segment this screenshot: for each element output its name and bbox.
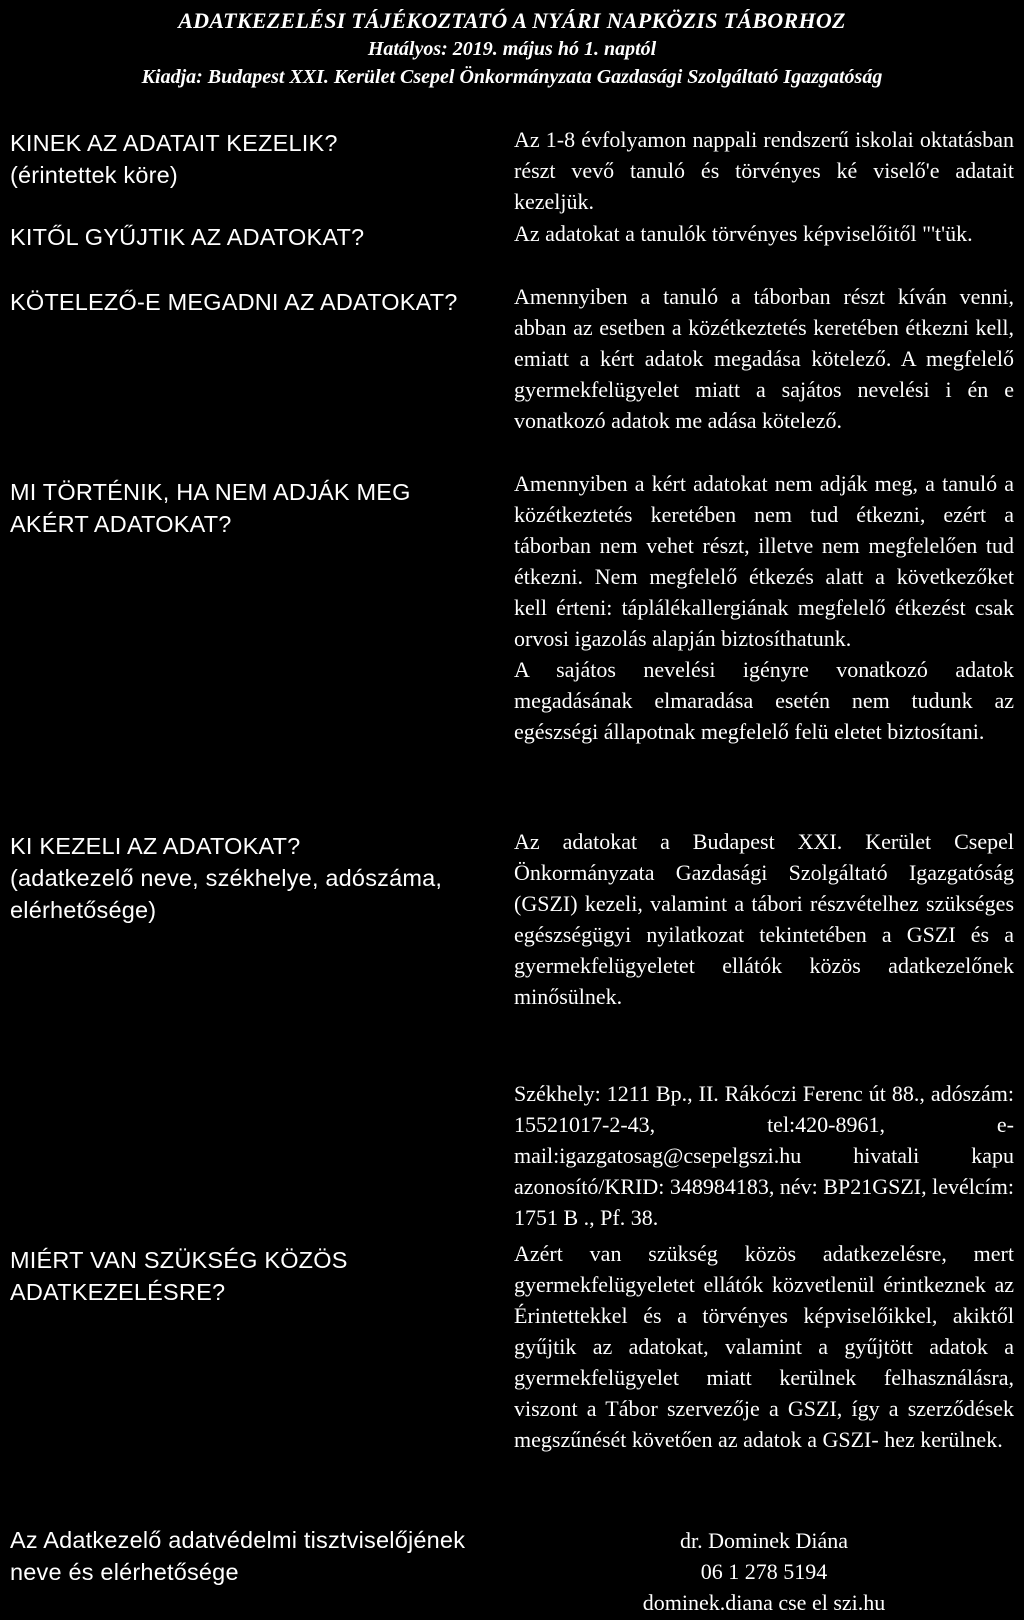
dpo-name: dr. Dominek Diána [679,1528,849,1553]
answer-joint-processing [514,1238,1014,1455]
question-consequence [10,476,480,540]
question-subtext: (adatkezelő neve, székhelye, adószáma, elérhetősége) [10,865,443,923]
answer-mandatory [514,281,1014,436]
question-mandatory [10,286,480,318]
document-title: ADATKEZELÉSI TÁJÉKOZTATÓ A NYÁRI NAPKÖZIS TÁBORHOZ [178,8,846,33]
answer-whose-data [514,124,1014,217]
question-joint-processing [10,1244,480,1308]
effective-date: Hatályos: 2019. május hó 1. naptól [367,38,657,60]
answer-text: Azért van szükség közös adatkezelésre, mert gyermekfelügyeletet ellátók közvetlenül érintkeznek az Érintettekkel és a törvényes képviselőikkel, akiktől gyűjtik az adatokat, valamint a gyűjtött adatok a gyermekfelügyelet miatt kerülnek felhasználásra, viszont a Tábor szervezője a GSZI, így a szerződések megszűnését követően az adatok a GSZI- hez kerülnek. [514,1241,1014,1452]
question-text: KITŐL GYŰJTIK AZ ADATOKAT? [10,224,365,250]
dpo-phone: 06 1 278 5194 [700,1559,828,1584]
answer-text: Amennyiben a kért adatokat nem adják meg, a tanuló a közétkeztetés keretében nem tud étkezni, ezért a táborban nem vehet részt, illetve nem megfelelően tud étkezni. Nem megfelelő étkezés alatt a következőket kell érteni: táplálékallergiának megfelelő étkezést csak orvosi igazolás alapján biztosíthatunk. [514,471,1014,651]
answer-text: Az adatokat a Budapest XXI. Kerület Csepel Önkormányzata Gazdasági Szolgáltató Igazgatóság (GSZI) kezeli, valamint a tábori részvételhez szükséges egészségügyi nyilatkozat tekintetében a GSZI és a gyermekfelügyeletet ellátók közös adatkezelőnek minősülnek. [514,829,1014,1009]
publisher-line: Kiadja: Budapest XXI. Kerület Csepel Önkormányzata Gazdasági Szolgáltató Igazgatóság [141,66,883,88]
question-subtext: (érintettek köre) [10,162,178,188]
question-whose-data [10,127,480,191]
answer-text: Amennyiben a tanuló a táborban részt kíván venni, abban az esetben a közétkeztetés keretében étkezni kell, emiatt a kért adatok megadása kötelező. A megfelelő gyermekfelügyelet miatt a sajátos nevelési i én e vonatkozó adatok me adása kötelező. [514,284,1014,433]
answer-text-2: A sajátos nevelési igényre vonatkozó adatok megadásának elmaradása esetén nem tudunk az egészségi állapotnak megfelelő felü eletet biztosítani. [514,657,1014,744]
answer-controller [514,826,1014,1012]
controller-details [514,1078,1014,1233]
controller-details-text: Székhely: 1211 Bp., II. Rákóczi Ferenc út 88., adószám: 15521017-2-43, tel:420-8961, e-mail:igazgatosag@csepelgszi.hu hivatali kapu azonosító/KRID: 348984183, név: BP21GSZI, levélcím: 1751 B ., Pf. 38. [514,1081,1014,1230]
question-text: KINEK AZ ADATAIT KEZELIK? [10,130,338,156]
answer-source [514,218,1014,249]
dpo-email: dominek.diana cse el szi.hu [642,1590,886,1615]
question-source [10,221,480,253]
question-text: KI KEZELI AZ ADATOKAT? [10,833,301,859]
answer-consequence [514,468,1014,747]
question-text: Az Adatkezelő adatvédelmi tisztviselőjének neve és elérhetősége [10,1527,466,1585]
dpo-contact [514,1525,1014,1618]
answer-text: Az adatokat a tanulók törvényes képviselőitől "'t'ük. [514,221,973,246]
answer-text: Az 1-8 évfolyamon nappali rendszerű iskolai oktatásban részt vevő tanuló és törvényes ké viselő'e adatait kezeljük. [514,127,1014,214]
question-dpo [10,1524,480,1588]
question-controller [10,830,480,926]
document-header [0,6,1024,91]
question-text: MIÉRT VAN SZÜKSÉG KÖZÖS ADATKEZELÉSRE? [10,1247,348,1305]
question-text: MI TÖRTÉNIK, HA NEM ADJÁK MEG AKÉRT ADATOKAT? [10,479,411,537]
question-text: KÖTELEZŐ-E MEGADNI AZ ADATOKAT? [10,289,458,315]
